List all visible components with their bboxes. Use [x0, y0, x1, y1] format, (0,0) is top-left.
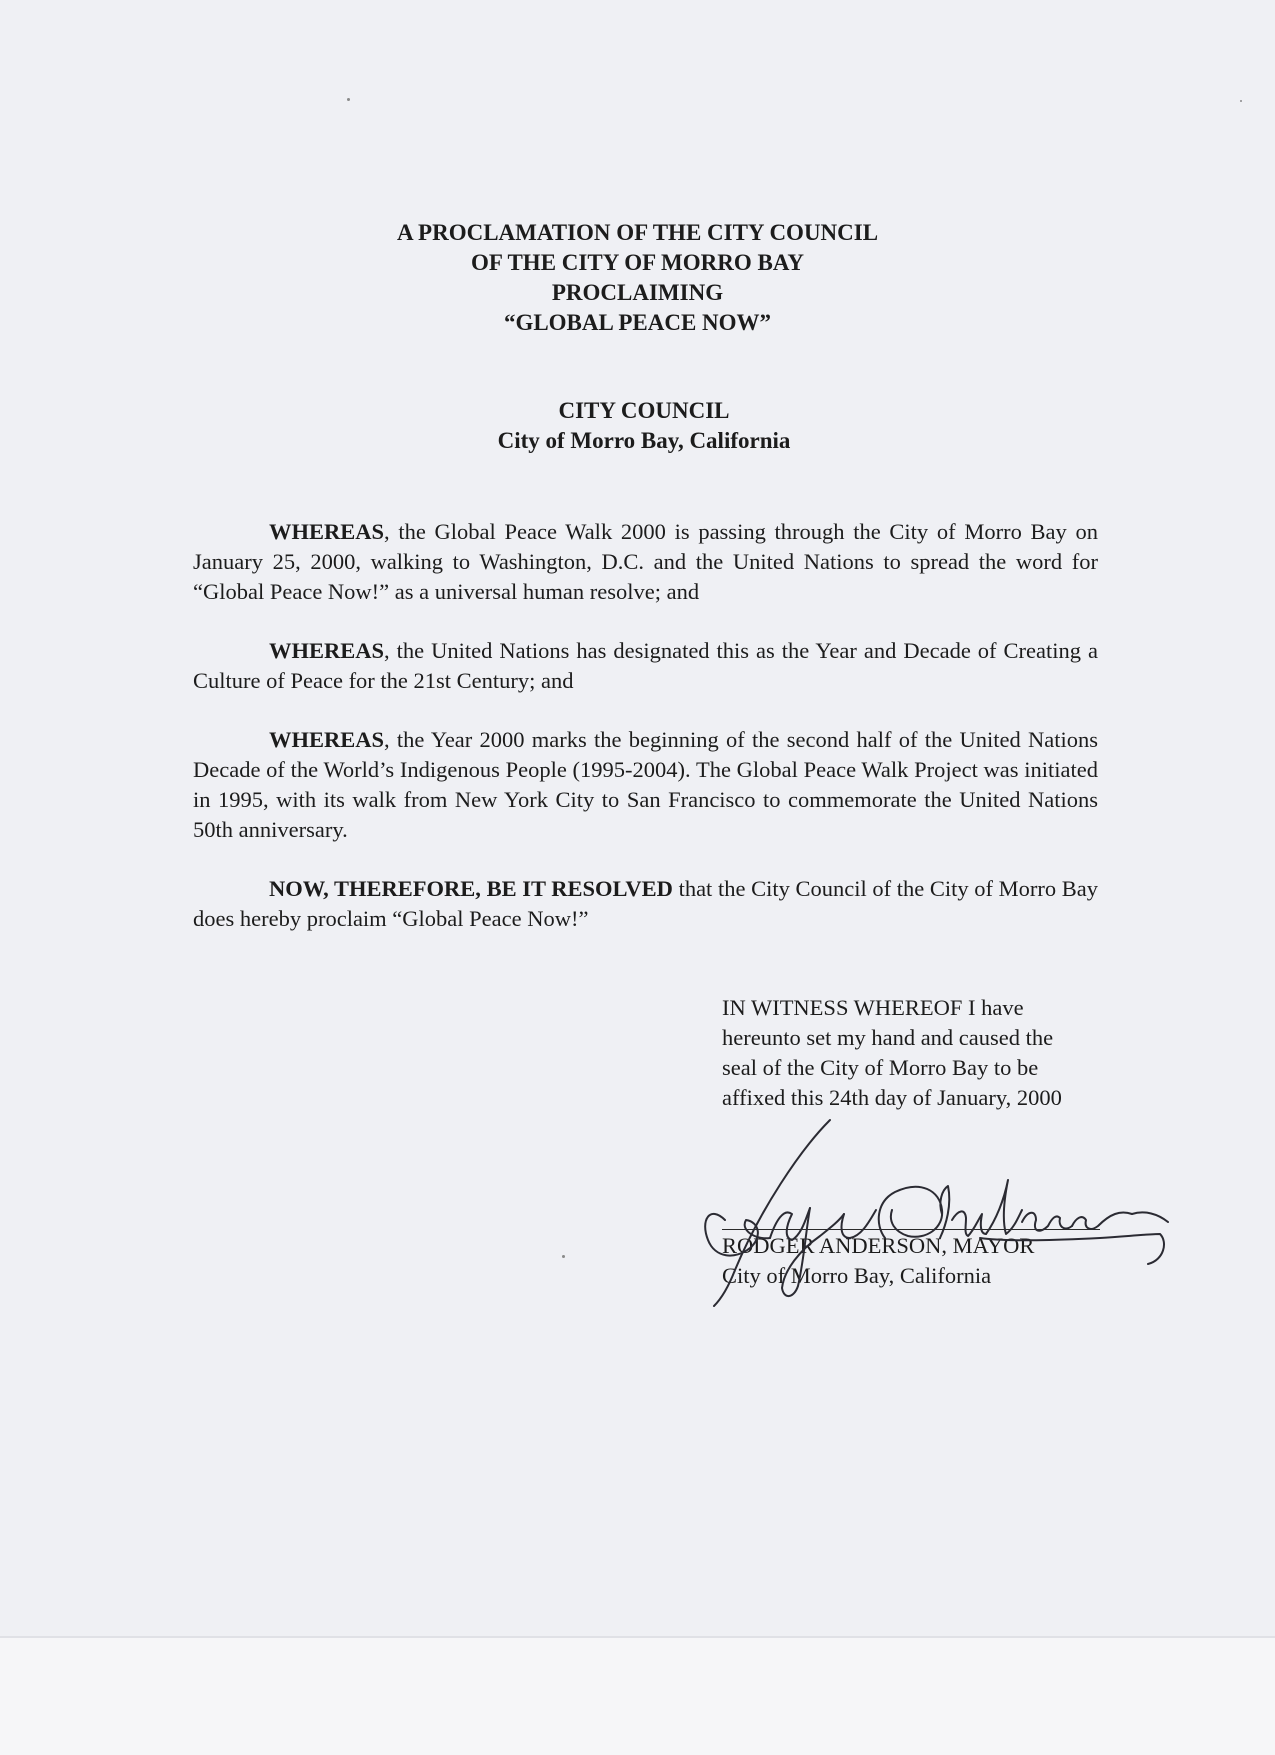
handwritten-signature [680, 1110, 1180, 1310]
title-line: A PROCLAMATION OF THE CITY COUNCIL [396, 220, 879, 245]
signer-city: City of Morro Bay, California [722, 1263, 992, 1288]
paragraph-lead: NOW, THEREFORE, BE IT RESOLVED [269, 876, 673, 901]
title-line: PROCLAIMING [551, 280, 724, 305]
title-line: OF THE CITY OF MORRO BAY [471, 250, 804, 275]
scan-speck [1240, 100, 1242, 102]
title-line: “GLOBAL PEACE NOW” [503, 310, 772, 335]
scan-speck [562, 1255, 565, 1258]
paragraph-lead: WHEREAS [269, 519, 385, 544]
paragraph-text: , the Year 2000 marks the beginning of the second half of the United Nations Decade of the World’s Indigenous People (1995-2004). The Global Peace Walk Project was initiated in 1995, with its walk from New York City to San Francisco to commemorate the United Nations 50th anniversary. [193, 727, 1098, 842]
paragraph-lead: WHEREAS [269, 727, 385, 752]
resolution-paragraph [193, 874, 1098, 934]
witness-line: IN WITNESS WHEREOF I have [722, 995, 1024, 1020]
witness-line: hereunto set my hand and caused the [722, 1025, 1054, 1050]
whereas-paragraph [193, 725, 1098, 845]
paragraph-text: , the United Nations has designated this as the Year and Decade of Creating a Culture of Peace for the 21st Century; and [193, 638, 1098, 693]
council-heading: CITY COUNCIL [558, 398, 730, 423]
witness-line: affixed this 24th day of January, 2000 [722, 1085, 1062, 1110]
proclamation-title [0, 218, 1275, 338]
witness-block [722, 993, 1122, 1113]
paragraph-lead: WHEREAS [269, 638, 385, 663]
witness-line: seal of the City of Morro Bay to be [722, 1055, 1039, 1080]
paragraph-text: that the City Council of the City of Morro Bay does hereby proclaim “Global Peace Now!” [193, 876, 1099, 931]
scan-speck [347, 98, 350, 101]
signer-name-title: RODGER ANDERSON, MAYOR [722, 1233, 1035, 1258]
council-heading-block [0, 396, 1275, 456]
whereas-paragraph [193, 517, 1098, 607]
scan-margin [0, 1638, 1275, 1755]
paragraph-text: , the Global Peace Walk 2000 is passing through the City of Morro Bay on January 25, 2000, walking to Washington, D.C. and the United Nations to spread the word for “Global Peace Now!” as a universal human resolve; and [193, 519, 1098, 604]
whereas-paragraph [193, 636, 1098, 696]
council-subheading: City of Morro Bay, California [497, 428, 791, 453]
